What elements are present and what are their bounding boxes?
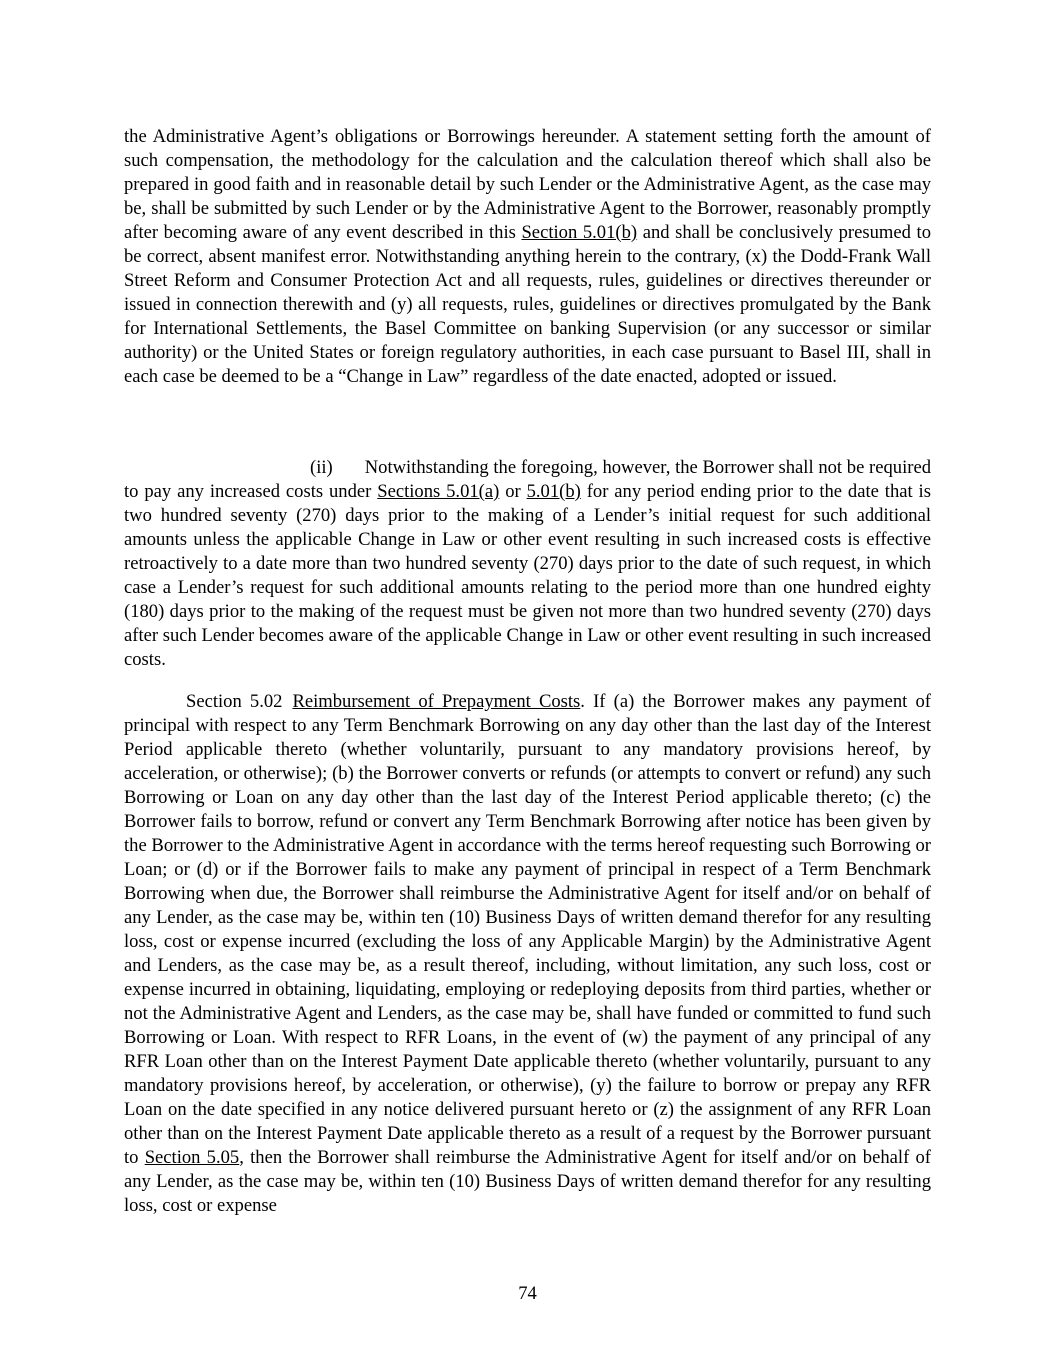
page-number: 74 [518,1283,537,1304]
paragraph-text: the Administrative Agent’s obligations or Borrowings hereunder. A statement setting forth the amount of such compensation, the methodology for the calculation and the calculation thereof which shall also be prepared in good faith and in reasonable detail by such Lender or the Administrative Agent, as the case may be, shall be submitted by such Lender or by the Administrative Agent to the Borrower, reasonably promptly after becoming aware of any event described in this [124,126,931,243]
cross-reference-5-01-b: 5.01(b) [526,481,581,502]
section-title: Reimbursement of Prepayment Costs [292,691,581,712]
section-title-period: . [580,691,585,712]
paragraph-text: and shall be conclusively presumed to be correct, absent manifest error. Notwithstanding anything herein to the contrary, (x) the Dodd-Frank Wall Street Reform and Consumer Protection Act and all requests, rules, guidelines or directives thereunder or issued in connection therewith and (y) all requests, rules, guidelines or directives promulgated by the Bank for International Settlements, the Basel Committee on banking Supervision (or any successor or similar authority) or the United States or foreign regulatory authorities, in each case pursuant to Basel III, shall in each case be deemed to be a “Change in Law” regardless of the date enacted, adopted or issued. [124,222,932,387]
section-number: Section 5.02 [186,691,283,712]
section-5-02-reimbursement [124,690,931,1218]
paragraph-text: If (a) the Borrower makes any payment of principal with respect to any Term Benchmark Borrowing on any day other than the last day of the Interest Period applicable thereto (whether voluntarily, pursuant to any mandatory provisions hereof, by acceleration, or otherwise); (b) the Borrower converts or refunds (or attempts to convert or refund) any such Borrowing or Loan on any day other than the last day of the Interest Period applicable thereto; (c) the Borrower fails to borrow, refund or convert any Term Benchmark Borrowing after notice has been given by the Borrower to the Administrative Agent in accordance with the terms hereof requesting such Borrowing or Loan; or (d) or if the Borrower fails to make any payment of principal in respect of a Term Benchmark Borrowing when due, the Borrower shall reimburse the Administrative Agent for itself and/or on behalf of any Lender, as the case may be, within ten (10) Business Days of written demand therefor for any resulting loss, cost or expense incurred (excluding the loss of any Applicable Margin) by the Administrative Agent and Lenders, as the case may be, as a result thereof, including, without limitation, any such loss, cost or expense incurred in obtaining, liquidating, employing or redeploying deposits from third parties, whether or not the Administrative Agent and Lenders, as the case may be, shall have funded or committed to fund such Borrowing or Loan. With respect to RFR Loans, in the event of (w) the payment of any principal of any RFR Loan other than on the Interest Payment Date applicable thereto (whether voluntarily, pursuant to any mandatory provisions hereof, by acceleration, or otherwise), (y) the failure to borrow or prepay any RFR Loan on the date specified in any notice delivered pursuant hereto or (z) the assignment of any RFR Loan other than on the Interest Payment Date applicable thereto as a result of a request by the Borrower pursuant to [124,691,931,1168]
paragraph-compensation-statement [124,125,931,389]
clause-label: (ii) [310,457,333,478]
paragraph-text: or [499,481,527,502]
paragraph-text: Notwithstanding the foregoing, however, the Borrower shall not be required to pay any increased costs under [124,457,931,502]
cross-reference-section-5-05: Section 5.05 [144,1147,240,1168]
paragraph-text: , then the Borrower shall reimburse the Administrative Agent for itself and/or on behalf of any Lender, as the case may be, within ten (10) Business Days of written demand therefor for any resulting loss, cost or expense [124,1147,931,1216]
cross-reference-section-5-01-b: Section 5.01(b) [521,222,638,243]
paragraph-text: for any period ending prior to the date that is two hundred seventy (270) days prior to the making of a Lender’s initial request for such additional amounts unless the applicable Change in Law or other event resulting in such increased costs is effective retroactively to a date more than two hundred seventy (270) days prior to the date of such request, in which case a Lender’s request for such additional amounts relating to the period more than one hundred eighty (180) days prior to the making of the request must be given not more than two hundred seventy (270) days after such Lender becomes aware of the applicable Change in Law or other event resulting in such increased costs. [124,481,931,670]
paragraph-ii-increased-costs-limit [124,456,931,672]
cross-reference-sections-5-01-a: Sections 5.01(a) [377,481,500,502]
